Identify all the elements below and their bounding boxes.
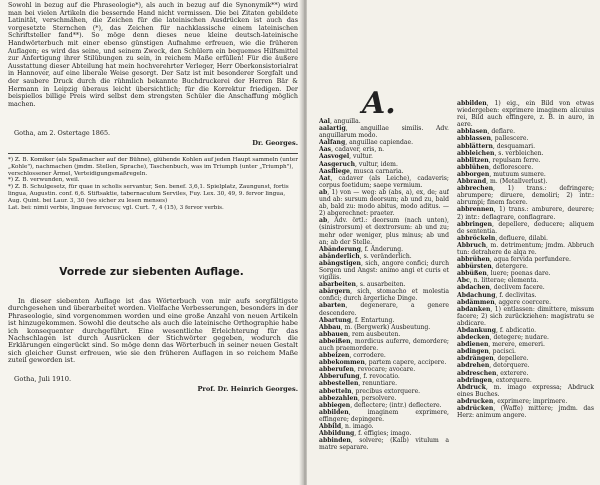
dictionary-entry: Abc, n. litterae; elementa. [457,277,539,285]
dictionary-entry: ab, Adv. örtl.: deorsum (nach unten), (sinistrorsum) et dextrorsum: ab und zu; mehr oder weniger, plus minus; ab und an; ab der Stelle. [319,217,449,246]
dictionary-entry: abbilden, 1) eig., ein Bild von etwas wiedergeben: exprimere imaginem alicuius rei, Bild auch effingere, z. B. in auro, in aere. [457,100,594,129]
dictionary-entry: abblättern, desquamari. [457,142,536,150]
column-2-entries [457,100,594,419]
footnote-2: *) Z. B. verwunden, weil. [8,177,80,184]
dictionary-column-2 [457,100,594,485]
dictionary-entry: Aasvogel, vultur. [319,153,373,161]
intro-paragraph: Sowohl in bezug auf die Phraseologie*), als auch in bezug auf die Synonymik**) wird man bei vielen Artikeln die bessernde Hand nicht vermissen. Die bei Zitaten gebildete Latinität, verschmähen, die Zeichen für die lateinischen Ausdrücken ist auch das vorgesetzte Sternchen (*), das Zeichen für nachklassische einem lateinischen Schriftsteller fand**). So möge denn dieses neue kleine deutsch-lateinische Handwörterbuch mit einer ebenso günstigen Aufnahme erfreuen, wie die früheren Auflagen; es wird das seine, und seinem Zweck, den Schülern ein bequemes Hilfsmittel zur Anfertigung ihrer Stilübungen zu sein, in reichem Maße erfüllen! Für die äußere Ausstattung dieser Abteilung hat mein hochverehrter Verleger, Herr Oberkonsistorialrat in Hannover, auf eine liberale Weise gesorgt. Der Satz ist mit besonderer Sorgfalt und der saubere Druck durch die rühmlich bekannte Buchdruckerei der Herren Bär & Hermann in Leipzig überaus leicht übersichtlich; für die Korrektur friedigen. Der beispiellos billige Preis wird selbst dem strengsten Schüler die Anschaffung möglich machen. [8,1,298,108]
dictionary-entry: abbekommen, partem capere, accipere. [319,359,447,367]
preface-signature: Prof. Dr. Heinrich Georges. [197,385,298,394]
dictionary-entry: Abbrand, m. (Metallverlust). [457,178,548,186]
dictionary-entry: Aasgeruch, vultur, idem. [319,160,398,168]
dictionary-entry: abbezahlen, persolvere. [319,394,397,402]
dictionary-entry: abbringen, depellere, deducere; aliquem de sententia. [457,220,594,235]
dictionary-entry: abblassen, pallescere. [457,135,529,143]
dictionary-entry: abbilden, imaginem exprimere, effingere; depingere. [319,408,449,423]
footnote-3: *) Z. B. Schulgesetz, für quae in scholis servantur, Sen. benef. 3,6,1. Spielplatz, Zaungunst, fortis lingua, Augustin. conf. 6,6. Stiftsaktie, tabernaculum Serviles, Fuy. Lex. 30, 49, 9. fervor lingua, Aug. Quint. bei Laur. 3, 30 (wo sicher zu lesen menses) [8,184,289,204]
dictionary-entry: abdrücken, (Waffe) mittere; jmdm. das Herz: animum angere. [457,405,594,420]
dictionary-entry: abbrühen, aqua fervida perfundere. [457,256,571,264]
dictionary-entry: abänderlich, s. veränderlich. [319,252,412,260]
dictionary-entry: abdrehen, detorquere. [457,362,530,370]
dictionary-entry: Abbild, n. imago. [319,423,374,431]
dictionary-entry: Abdankung, f. abdicatio. [457,327,537,334]
dictionary-entry: Abdachung, f. declivitas. [457,291,537,299]
dictionary-entry: abärgern, sich, stomacho et molestia confici; durch ärgerliche Dinge. [319,288,449,303]
dictionary-entry: abdringen, extorquere. [457,376,532,384]
dictionary-entry: abbürsten, detergere. [457,263,528,271]
dictionary-entry: abängstigen, sich, angore confici; durch Sorgen und Angst: animo angi et curis et vigiliis. [319,259,449,282]
dictionary-entry: abblasen, deflare. [457,128,516,136]
dictionary-entry: abberufen, revocare; avocare. [319,366,416,374]
dictionary-entry: Aas, cadaver, eris, n. [319,146,385,154]
dictionary-column-1 [319,118,449,485]
dictionary-entry: Aasfliege, musca carnaria. [319,167,404,175]
dictionary-entry: abbüßen, luere; poenas dare. [457,270,551,278]
dictionary-entry: abbiegen, deflectere; (intr.) deflectere. [319,401,442,409]
dictionary-entry: abarbeiten, s. ausarbeiten. [319,281,406,289]
footnote-4: Lat. bei: nimii verbis, linguae fervocus; vgl. Curt. 7, 4 (15), 3 fervor verbis. [8,204,224,211]
preface-sign-block [8,376,298,393]
dictionary-entry: abdämmen, aggere coercere. [457,298,552,306]
dictionary-entry: abbinden, solvere; (Kalb) vitulum a matre separare. [319,437,449,452]
dictionary-entry: abbrennen, 1) trans.: amburere, deurere; 2) intr.: deflagrare, conflagrare. [457,206,594,221]
intro-block [8,2,298,108]
footnote-rule [8,153,298,154]
footnotes [8,157,298,211]
dictionary-entry: aalartig, anguillae similis. Adv. anguillarum modo. [319,125,449,140]
dictionary-entry: Abbruch, m. detrimentum; jmdm. Abbruch tun: detrahere de alqa re. [457,241,594,256]
dictionary-entry: Abartung, f. Entartung. [319,316,395,324]
dictionary-entry: abbröckeln, defluere, dilabi. [457,234,548,242]
dictionary-entry: abblühen, deflorescere. [457,163,534,171]
dictionary-entry: abblitzen, repulsam ferre. [457,156,541,164]
dictionary-entry: abdecken, detegere; nudare. [457,334,549,342]
dictionary-entry: abdienen, merere, emereri. [457,341,545,349]
dictionary-entry: abbrechen, 1) trans.: defringere; abrumpere; diruere, demoliri; 2) intr.: abrumpi; finem facere. [457,185,594,207]
footnote-1: *) Z. B. Komiker (als Spaßmacher auf der Bühne), glühende Kohlen auf jeden Haupt sammeln (unter „Kohle"), nachmachen (jmdm. Stellen, Sprache), Taschenbuch, was im Triumph (unter „Triumph"), verschlossener Ärmel, Verteidigungsmaßregeln. [8,157,298,177]
dictionary-entry: abborgen, mutuum sumere. [457,170,546,178]
preface-date: Gotha, Juli 1910. [14,375,72,383]
dictionary-entry: abbestellen, renuntiare. [319,380,398,388]
dictionary-entry: abdrängen, depellere. [457,355,529,363]
dictionary-entry: abdreschen, exterere. [457,369,529,377]
right-page [307,0,600,485]
dictionary-entry: abbleichen, s. verbleichen. [457,149,544,157]
dictionary-entry: abdrucken, exprimere; imprimere. [457,397,568,405]
dictionary-entry: Abdruck, m. imago expressa; Abdruck eines Buches. [457,383,594,398]
dictionary-entry: abbeizen, corrodere. [319,352,386,360]
dictionary-entry: ab, 1) von — weg: ab (abs, a), ex, de; auf und ab: sursum deorsum; ab und zu, bald ab, bald zu: modo abitus, modo aditus. — 2) abgerechnet: praeter. [319,188,449,218]
dictionary-entry: Aal, anguilla. [319,118,361,125]
dictionary-entry: abarten, degenerare, a genere descendere. [319,302,449,317]
intro-signature: Dr. Georges. [252,138,298,147]
section-letter: A. [362,86,396,121]
dictionary-entry: abdanken, 1) entlassen: dimittere, missum facere; 2) sich zurückziehen: magistratu se abdicare. [457,305,594,327]
dictionary-entry: abbetteln, precibus extorquere. [319,387,421,395]
dictionary-entry: abbeißen, mordicus auferre, demordere; auch praemordere. [319,337,449,352]
dictionary-entry: Abbau, m. (Bergwerk) Ausbeutung. [319,323,431,331]
preface-paragraph: In dieser siebenten Auflage ist das Wörterbuch von mir aufs sorgfältigste durchgesehen und überarbeitet worden. Vielfache Verbesserungen, besonders in der Phraseologie, sind vorgenommen worden und eine große Anzahl von neuen Artikeln ist hinzugekommen. Sowohl die deutsche als auch die lateinische Orthographie habe ich konsequenter durchgeführt. Eine wesentliche Erleichterung für das Nachschlagen ist durch Ausrücken der Stichwörter gegeben, wodurch die Erklärungen eingerückt sind. So möge denn das Wörterbuch in seiner neuen Gestalt sich gleicher Gunst erfreuen, wie sie den früheren Auflagen in so reichem Maße zuteil geworden ist. [8,297,298,365]
intro-date: Gotha, am 2. Ostertage 1865. [14,129,111,137]
dictionary-entry: Aat, cadaver (als Leiche), cadaveris; corpus foetidum; saepe vermium. [319,174,449,189]
preface-heading: Vorrede zur siebenten Auflage. [59,266,244,278]
dictionary-entry: abdingen, pacisci. [457,348,516,356]
dictionary-entry: Abbildung, f. effigies; imago. [319,430,412,438]
dictionary-entry: abdachen, declivem facere. [457,284,545,292]
dictionary-entry: Aalfang, anguillae capiendae. [319,139,414,147]
preface-block [8,298,298,365]
dictionary-entry: Abänderung, f. Änderung. [319,245,404,253]
dictionary-entry: abbauen, rem ausbeuten. [319,330,401,338]
intro-date-block [8,130,298,147]
dictionary-entry: Abberufung, f. revocatio. [319,373,400,381]
column-1-entries [319,118,449,451]
